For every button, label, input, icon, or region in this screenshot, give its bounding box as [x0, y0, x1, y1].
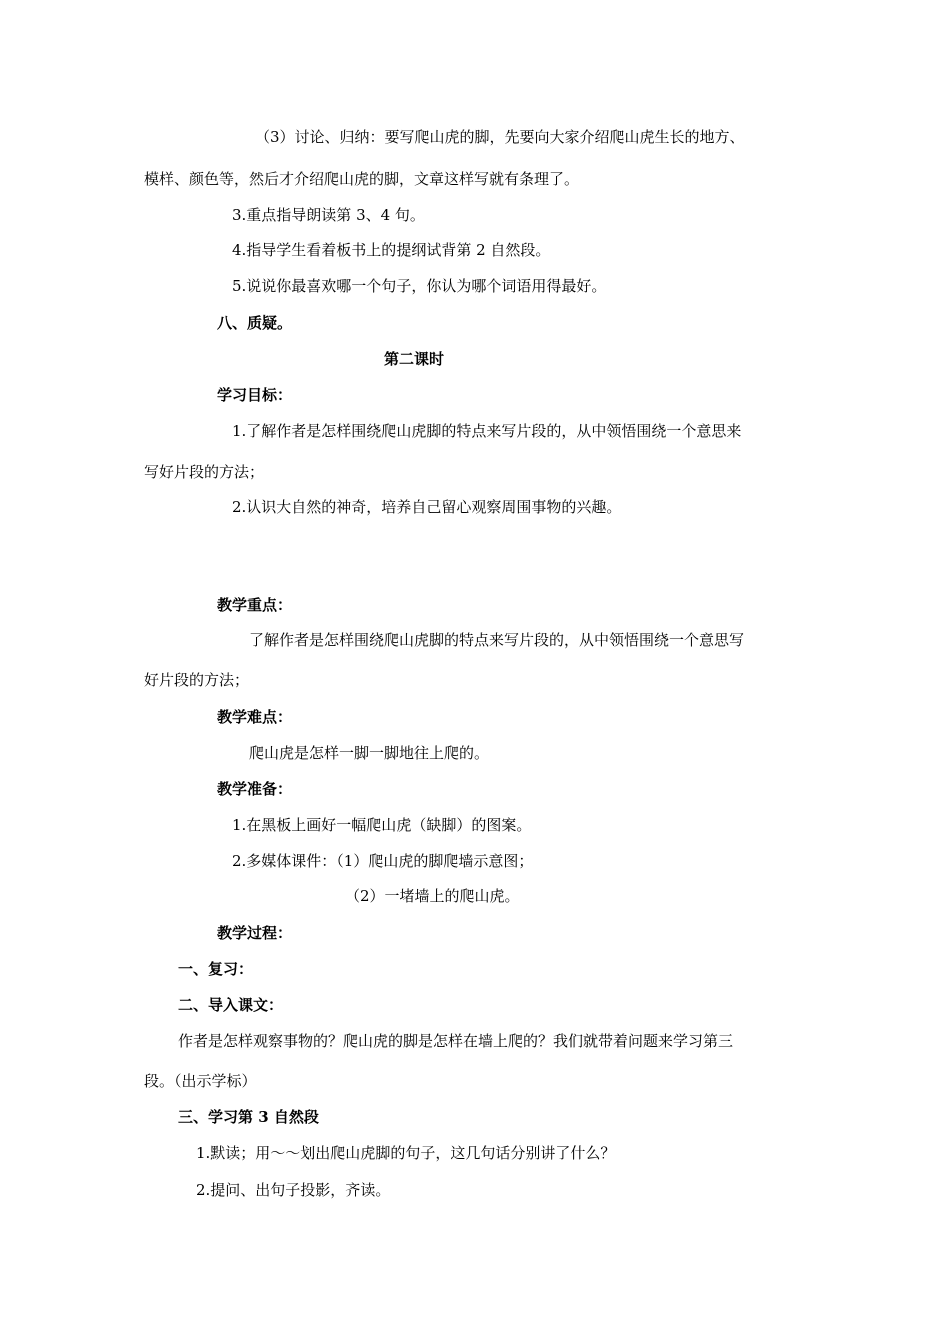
section-heading: 一、复习： [178, 960, 254, 978]
section-heading: 三、学习第 3 自然段 [178, 1108, 319, 1126]
list-item: 3.重点指导朗读第 3、4 句。 [232, 206, 425, 224]
list-item: 2.提问、出句子投影，齐读。 [196, 1181, 391, 1199]
text-line: 好片段的方法； [144, 671, 250, 689]
text-line: （3）讨论、归纳：要写爬山虎的脚，先要向大家介绍爬山虎生长的地方、 [255, 128, 745, 146]
text-line: 了解作者是怎样围绕爬山虎脚的特点来写片段的，从中领悟围绕一个意思写 [249, 631, 745, 649]
section-heading: 教学过程： [217, 924, 293, 942]
text-line: 爬山虎是怎样一脚一脚地往上爬的。 [249, 744, 490, 762]
section-heading: 教学准备： [217, 780, 293, 798]
list-item: 1.了解作者是怎样围绕爬山虎脚的特点来写片段的，从中领悟围绕一个意思来 [232, 422, 742, 440]
text-line: 写好片段的方法； [144, 463, 265, 481]
section-heading: 教学难点： [217, 708, 293, 726]
list-item: （2）一堵墙上的爬山虎。 [345, 887, 520, 905]
section-heading: 教学重点： [217, 596, 293, 614]
text-line: 作者是怎样观察事物的？爬山虎的脚是怎样在墙上爬的？我们就带着问题来学习第三 [178, 1032, 734, 1050]
section-heading: 二、导入课文： [178, 996, 284, 1014]
section-heading: 学习目标： [217, 386, 293, 404]
list-item: 2.认识大自然的神奇，培养自己留心观察周围事物的兴趣。 [232, 498, 622, 516]
list-item: 1.默读；用～～划出爬山虎脚的句子，这几句话分别讲了什么？ [196, 1144, 616, 1162]
lesson-title: 第二课时 [384, 350, 445, 368]
list-item: 5.说说你最喜欢哪一个句子，你认为哪个词语用得最好。 [232, 277, 607, 295]
list-item: 4.指导学生看着板书上的提纲试背第 2 自然段。 [232, 241, 551, 259]
text-line: 模样、颜色等，然后才介绍爬山虎的脚，文章这样写就有条理了。 [144, 170, 580, 188]
section-heading: 八、质疑。 [217, 314, 293, 332]
list-item: 2.多媒体课件：（1）爬山虎的脚爬墙示意图； [232, 852, 534, 870]
text-line: 段。（出示学标） [144, 1072, 257, 1090]
list-item: 1.在黑板上画好一幅爬山虎（缺脚）的图案。 [232, 816, 532, 834]
